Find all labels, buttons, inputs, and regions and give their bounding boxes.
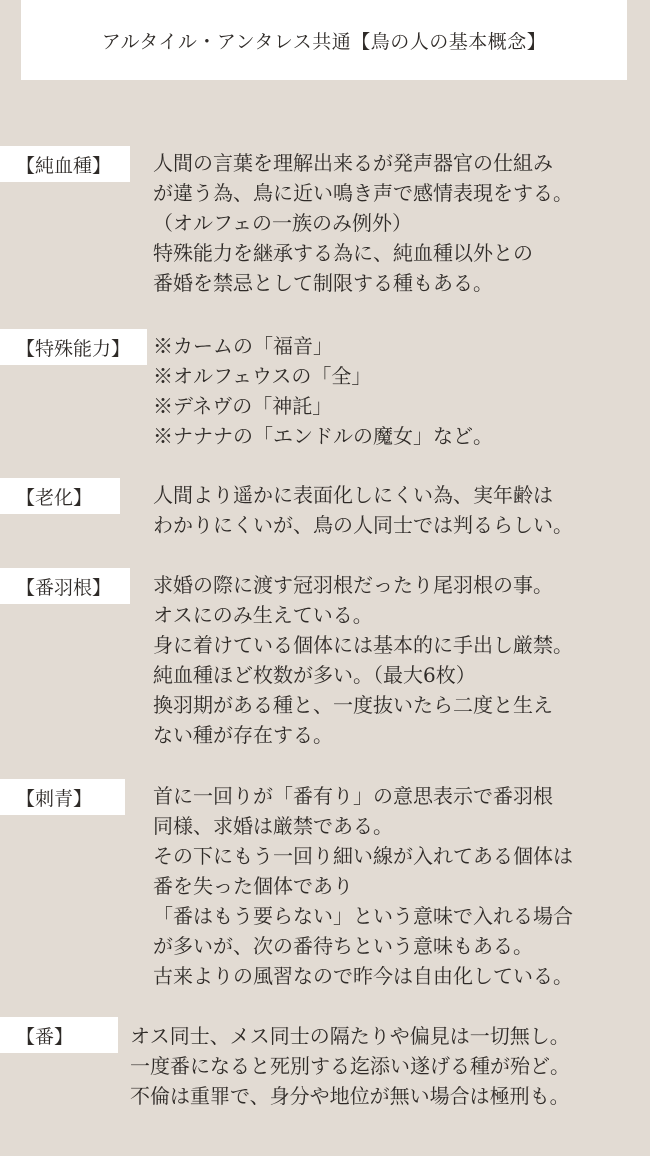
body-line: 求婚の際に渡す冠羽根だったり尾羽根の事。 [153, 573, 553, 597]
body-line: わかりにくいが、鳥の人同士では判るらしい。 [153, 513, 573, 537]
body-line: 古来よりの風習なので昨今は自由化している。 [153, 964, 573, 988]
page-title: アルタイル・アンタレス共通【鳥の人の基本概念】 [101, 30, 547, 53]
title-box [21, 0, 627, 80]
body-line: 同様、求婚は厳禁である。 [153, 814, 393, 838]
section-body-tsugai [130, 1021, 570, 1111]
body-line: ※オルフェウスの「全」 [153, 364, 372, 388]
body-line: が多いが、次の番待ちという意味もある。 [153, 934, 533, 958]
body-line: 番婚を禁忌として制限する種もある。 [153, 271, 493, 295]
body-line: オス同士、メス同士の隔たりや偏見は一切無し。 [130, 1024, 570, 1048]
section-body-tokushu-noryoku [153, 331, 493, 451]
section-label-junketsushu: 【純血種】 [0, 146, 130, 182]
body-line: （オルフェの一族のみ例外） [153, 211, 412, 235]
body-line: 一度番になると死別する迄添い遂げる種が殆ど。 [130, 1054, 570, 1078]
section-body-roka [153, 480, 573, 540]
body-line: その下にもう一回り細い線が入れてある個体は [153, 844, 573, 868]
body-line: ない種が存在する。 [153, 723, 333, 747]
section-body-irezumi [153, 781, 573, 991]
body-line: 不倫は重罪で、身分や地位が無い場合は極刑も。 [130, 1084, 570, 1108]
body-line: 純血種ほど枚数が多い。（最大6枚） [153, 663, 476, 687]
section-label-tsugai: 【番】 [0, 1017, 118, 1053]
body-line: 人間の言葉を理解出来るが発声器官の仕組み [153, 151, 553, 175]
body-line: ※ナナナの「エンドルの魔女」など。 [153, 424, 493, 448]
body-line: 特殊能力を継承する為に、純血種以外との [153, 241, 533, 265]
section-body-junketsushu [153, 148, 573, 298]
section-label-tsugai-bane: 【番羽根】 [0, 568, 130, 604]
body-line: ※デネヴの「神託」 [153, 394, 333, 418]
body-line: 首に一回りが「番有り」の意思表示で番羽根 [153, 784, 553, 808]
section-label-irezumi: 【刺青】 [0, 779, 125, 815]
body-line: 番を失った個体であり [153, 874, 353, 898]
body-line: 「番はもう要らない」という意味で入れる場合 [153, 904, 573, 928]
body-line: が違う為、鳥に近い鳴き声で感情表現をする。 [153, 181, 573, 205]
section-label-tokushu-noryoku: 【特殊能力】 [0, 329, 147, 365]
body-line: 人間より遥かに表面化しにくい為、実年齢は [153, 483, 553, 507]
body-line: 身に着けている個体には基本的に手出し厳禁。 [153, 633, 573, 657]
body-line: オスにのみ生えている。 [153, 603, 373, 627]
body-line: ※カームの「福音」 [153, 334, 333, 358]
body-line: 換羽期がある種と、一度抜いたら二度と生え [153, 693, 553, 717]
section-body-tsugai-bane [153, 570, 573, 750]
section-label-roka: 【老化】 [0, 478, 120, 514]
